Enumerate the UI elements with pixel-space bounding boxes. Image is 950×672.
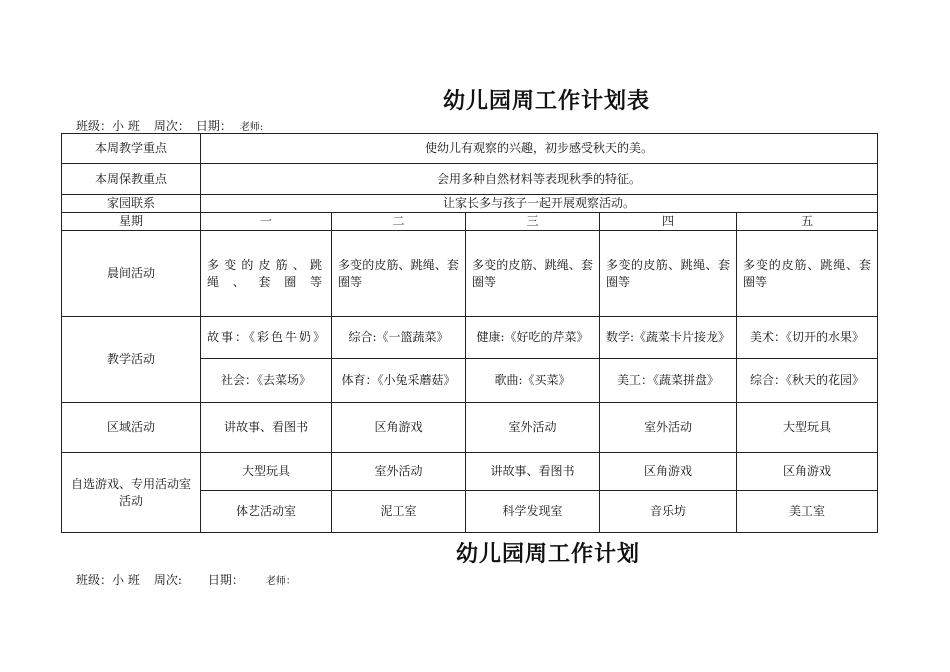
free-cell: 美工室 xyxy=(737,491,878,533)
free-cell: 区角游戏 xyxy=(737,453,878,491)
weekday-header-row xyxy=(62,213,878,231)
date-label: 日期： xyxy=(207,573,244,587)
area-activity-row xyxy=(62,403,878,453)
weekly-plan-table xyxy=(61,133,878,533)
free-cell: 泥工室 xyxy=(332,491,466,533)
morning-cell: 多变的皮筋、跳绳、套圈等 xyxy=(466,231,600,317)
teaching-cell: 歌曲:《买菜》 xyxy=(466,359,600,403)
morning-cell: 多变的皮筋、跳绳、套圈等 xyxy=(201,231,332,317)
free-cell: 区角游戏 xyxy=(600,453,737,491)
weekday-label: 星期 xyxy=(62,213,201,231)
row-label: 区域活动 xyxy=(62,403,201,453)
weekday-cell: 一 xyxy=(201,213,332,231)
second-header-info xyxy=(76,571,296,588)
teaching-cell: 体育：《小兔采蘑菇》 xyxy=(332,359,466,403)
class-label: 班级： xyxy=(76,573,113,587)
free-cell: 音乐坊 xyxy=(600,491,737,533)
free-cell: 体艺活动室 xyxy=(201,491,332,533)
morning-cell: 多变的皮筋、跳绳、套圈等 xyxy=(737,231,878,317)
teaching-cell: 健康:《好吃的芹菜》 xyxy=(466,317,600,359)
header-info xyxy=(76,117,263,134)
row-label: 教学活动 xyxy=(62,317,201,403)
care-focus-value: 会用多种自然材料等表现秋季的特征。 xyxy=(201,164,878,195)
teaching-cell: 综合：《秋天的花园》 xyxy=(737,359,878,403)
weekday-cell: 四 xyxy=(600,213,737,231)
home-school-value: 让家长多与孩子一起开展观察活动。 xyxy=(201,195,878,213)
row-label: 家园联系 xyxy=(62,195,201,213)
row-label: 本周教学重点 xyxy=(62,134,201,164)
teacher-label: 老师: xyxy=(239,122,264,133)
second-page-title: 幼儿园周工作计划 xyxy=(456,542,641,567)
teacher-label: 老师： xyxy=(265,576,296,587)
teaching-cell: 美工：《蔬菜拼盘》 xyxy=(600,359,737,403)
weekday-cell: 三 xyxy=(466,213,600,231)
morning-activity-row xyxy=(62,231,878,317)
weekday-cell: 二 xyxy=(332,213,466,231)
morning-cell: 多变的皮筋、跳绳、套圈等 xyxy=(332,231,466,317)
teaching-focus-row xyxy=(62,134,878,164)
area-cell: 大型玩具 xyxy=(737,403,878,453)
teaching-cell: 美术：《切开的水果》 xyxy=(737,317,878,359)
row-label: 晨间活动 xyxy=(62,231,201,317)
care-focus-row xyxy=(62,164,878,195)
area-cell: 区角游戏 xyxy=(332,403,466,453)
row-label: 自选游戏、专用活动室活动 xyxy=(62,453,201,533)
free-cell: 室外活动 xyxy=(332,453,466,491)
morning-cell: 多变的皮筋、跳绳、套圈等 xyxy=(600,231,737,317)
free-cell: 大型玩具 xyxy=(201,453,332,491)
free-activity-row-1 xyxy=(62,453,878,491)
teaching-focus-value: 使幼儿有观察的兴趣，初步感受秋天的美。 xyxy=(201,134,878,164)
teaching-activity-row-1 xyxy=(62,317,878,359)
teaching-cell: 数学:《蔬菜卡片接龙》 xyxy=(600,317,737,359)
free-cell: 科学发现室 xyxy=(466,491,600,533)
date-label: 日期： xyxy=(195,119,232,133)
teaching-cell: 社会：《去菜场》 xyxy=(201,359,332,403)
teaching-cell: 故事：《彩色牛奶》 xyxy=(201,317,332,359)
class-value: 小 班 xyxy=(112,119,140,133)
class-value: 小 班 xyxy=(112,573,140,587)
weekday-cell: 五 xyxy=(737,213,878,231)
area-cell: 室外活动 xyxy=(600,403,737,453)
area-cell: 讲故事、看图书 xyxy=(201,403,332,453)
teaching-cell: 综合:《一篮蔬菜》 xyxy=(332,317,466,359)
row-label: 本周保教重点 xyxy=(62,164,201,195)
free-cell: 讲故事、看图书 xyxy=(466,453,600,491)
week-label: 周次: xyxy=(153,573,182,587)
page-title: 幼儿园周工作计划表 xyxy=(443,89,651,114)
class-label: 班级： xyxy=(76,119,113,133)
home-school-row xyxy=(62,195,878,213)
area-cell: 室外活动 xyxy=(466,403,600,453)
week-label: 周次： xyxy=(153,119,190,133)
